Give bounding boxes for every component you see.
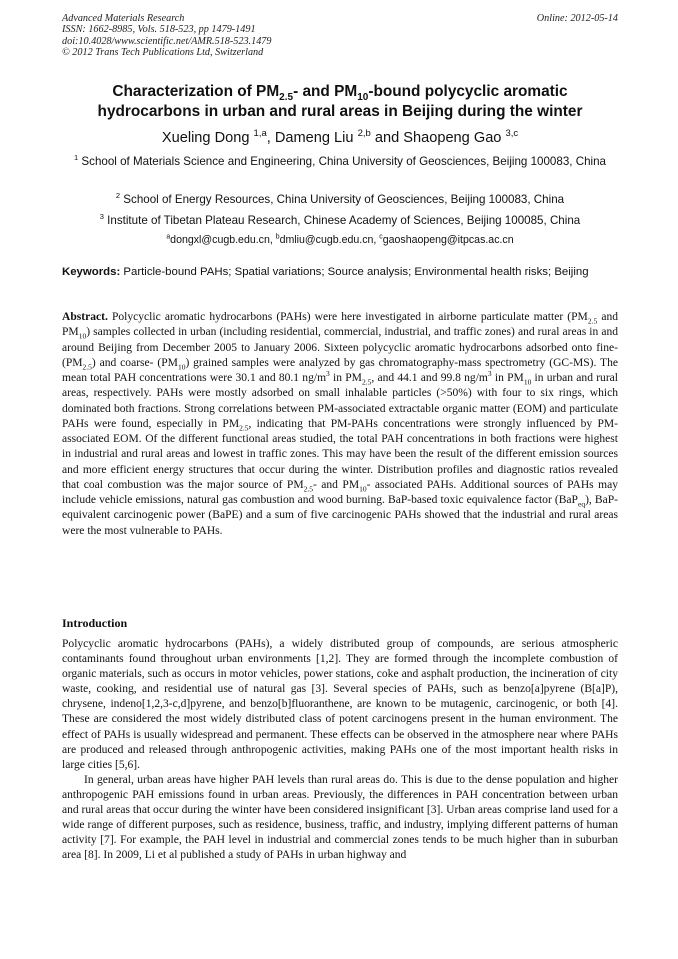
abstract: Abstract. Polycyclic aromatic hydrocarbons (PAHs) were here investigated in airborne particulate matter ($PM_{2.5}$ and $PM_{10}$) samples collected in urban (including residential, commercial, industrial, and traffic zones) and rural areas in and around Beijing from December 2005 to January 2006. Sixteen polycyclic aromatic hydrocarbons adsorbed onto fine- $(PM_{2.5})$ and coarse- $(PM_{10})$ grained samples were analyzed by gas chromatography-mass spectrometry (GC-MS). The mean total PAH concentrations were 30.1 and 80.1 $ng/m^3$ in $PM_{2.5}$, and 44.1 and 99.8 $ng/m^3$ in $PM_{10}$ in urban and rural areas, respectively. PAHs were mostly adsorbed on small inhalable particles (>50%) with four to six rings, which dominated both fractions. Strong correlations between PM-associated extractable organic matter (EOM) and particulate PAHs were found, especially in $PM_{2.5}$, indicating that PM-PAHs concentrations were strongly influenced by PM-associated EOM. Of the different functional areas studied, the total PAH concentrations in both fractions were highest in industrial and rural areas and lowest in traffic zones. This may have been the result of the different emission sources and more efficient energy structures that occur during the winter. Distribution profiles and diagnostic ratios revealed that coal combustion was the major source of $PM_{2.5}-$ and $PM_{10}-$ associated PAHs. Additional sources of PAHs may include vehicle emissions, natural gas combustion and wood burning. BaP-based toxic equivalence factor (BaP$_{eq}$), BaP-equivalent carcinogenic power (BaPE) and a sum of five carcinogenic PAHs showed that the industrial and rural areas were the most vulnerable to PAHs. bbox=[62, 311, 619, 537]
journal-issn: ISSN: 1662-8985, Vols. 518-523, pp 1479-1491 bbox=[62, 24, 256, 36]
affiliation-1: $^1$ School of Materials Science and Engineering, China University of Geosciences, Beijing 100083, China bbox=[73, 153, 607, 168]
author-list: Xueling Dong $^{1,a}$, Dameng Liu $^{2,b}$ and Shaopeng Gao $^{3,c}$ bbox=[161, 128, 519, 146]
journal-doi: doi:10.4028/www.scientific.net/AMR.518-523.1479 bbox=[62, 35, 272, 47]
paragraph: Polycyclic aromatic hydrocarbons (PAHs), a widely distributed group of compounds, are serious atmospheric contaminants found throughout urban environments [1,2]. They are formed through the incomplete combustion of organic materials, such as occurs in motor vehicles, power stations, coke and asphalt production, the incineration of city waste, cooking, and residential use of natural gas [3]. Several species of PAHs, such as benzo[a]pyrene (B[a]P), chrysene, indeno[1,2,3-c,d]pyrene, and benzo[b]fluoranthene, are known to be mutagenic, carcinogenic, or both [4]. These are considered the most widely distributed class of potent carcinogens present in the human environment. The effect of PAHs is usually widespread and permanent. These effects can be observed in the atmosphere near where PAHs are produced and released through anthropogenic activities, making PAHs one of the most important health risks in large cities [5,6]. bbox=[62, 638, 618, 771]
journal-header bbox=[62, 13, 618, 59]
paragraph: In general, urban areas have higher PAH levels than rural areas do. This is due to the dense population and higher anthropogenic PAH emissions found in urban areas. Previously, the differences in PAH concentration between urban and rural areas that occur during the winter have been considered insignificant [3]. Urban areas comprise land used for a wide range of different purposes, such as residence, business, traffic, and industry, implying different patterns of human activity [7]. For example, the PAH level in industrial and commercial zones tends to be much higher than in suburban area [8]. In 2009, Li et al published a study of PAHs in urban highway and bbox=[62, 773, 618, 862]
affiliation-3: $^3$ Institute of Tibetan Plateau Research, Chinese Academy of Sciences, Beijing 100085, China bbox=[99, 212, 581, 227]
abstract-label: Abstract. bbox=[62, 311, 108, 323]
paper-title: Characterization of $PM_{2.5}-$ and $PM_{10}$-bound polycyclic aromatic hydrocarbons in urban and rural areas in Beijing during the winter bbox=[97, 83, 583, 120]
email-link-a[interactable]: dongxl@cugb.edu.cn, bbox=[170, 234, 276, 246]
introduction-body bbox=[62, 637, 618, 863]
keywords-label: Keywords: bbox=[62, 266, 121, 278]
email-link-c[interactable]: gaoshaopeng@itpcas.ac.cn bbox=[382, 234, 514, 246]
email-link-b[interactable]: dmliu@cugb.edu.cn, bbox=[279, 234, 380, 246]
section-heading-introduction: Introduction bbox=[62, 616, 128, 630]
journal-name: Advanced Materials Research bbox=[62, 13, 185, 24]
online-date: Online: 2012-05-14 bbox=[536, 13, 618, 24]
affiliation-2: $^2$ School of Energy Resources, China University of Geosciences, Beijing 100083, China bbox=[115, 191, 565, 206]
keywords: Keywords: Particle-bound PAHs; Spatial variations; Source analysis; Environmental health risks; Beijing bbox=[62, 266, 589, 278]
author-emails: $^a$dongxl@cugb.edu.cn, $^b$dmliu@cugb.edu.cn, $^c$gaoshaopeng@itpcas.ac.cn bbox=[166, 233, 514, 246]
journal-copyright: © 2012 Trans Tech Publications Ltd, Switzerland bbox=[62, 47, 264, 59]
